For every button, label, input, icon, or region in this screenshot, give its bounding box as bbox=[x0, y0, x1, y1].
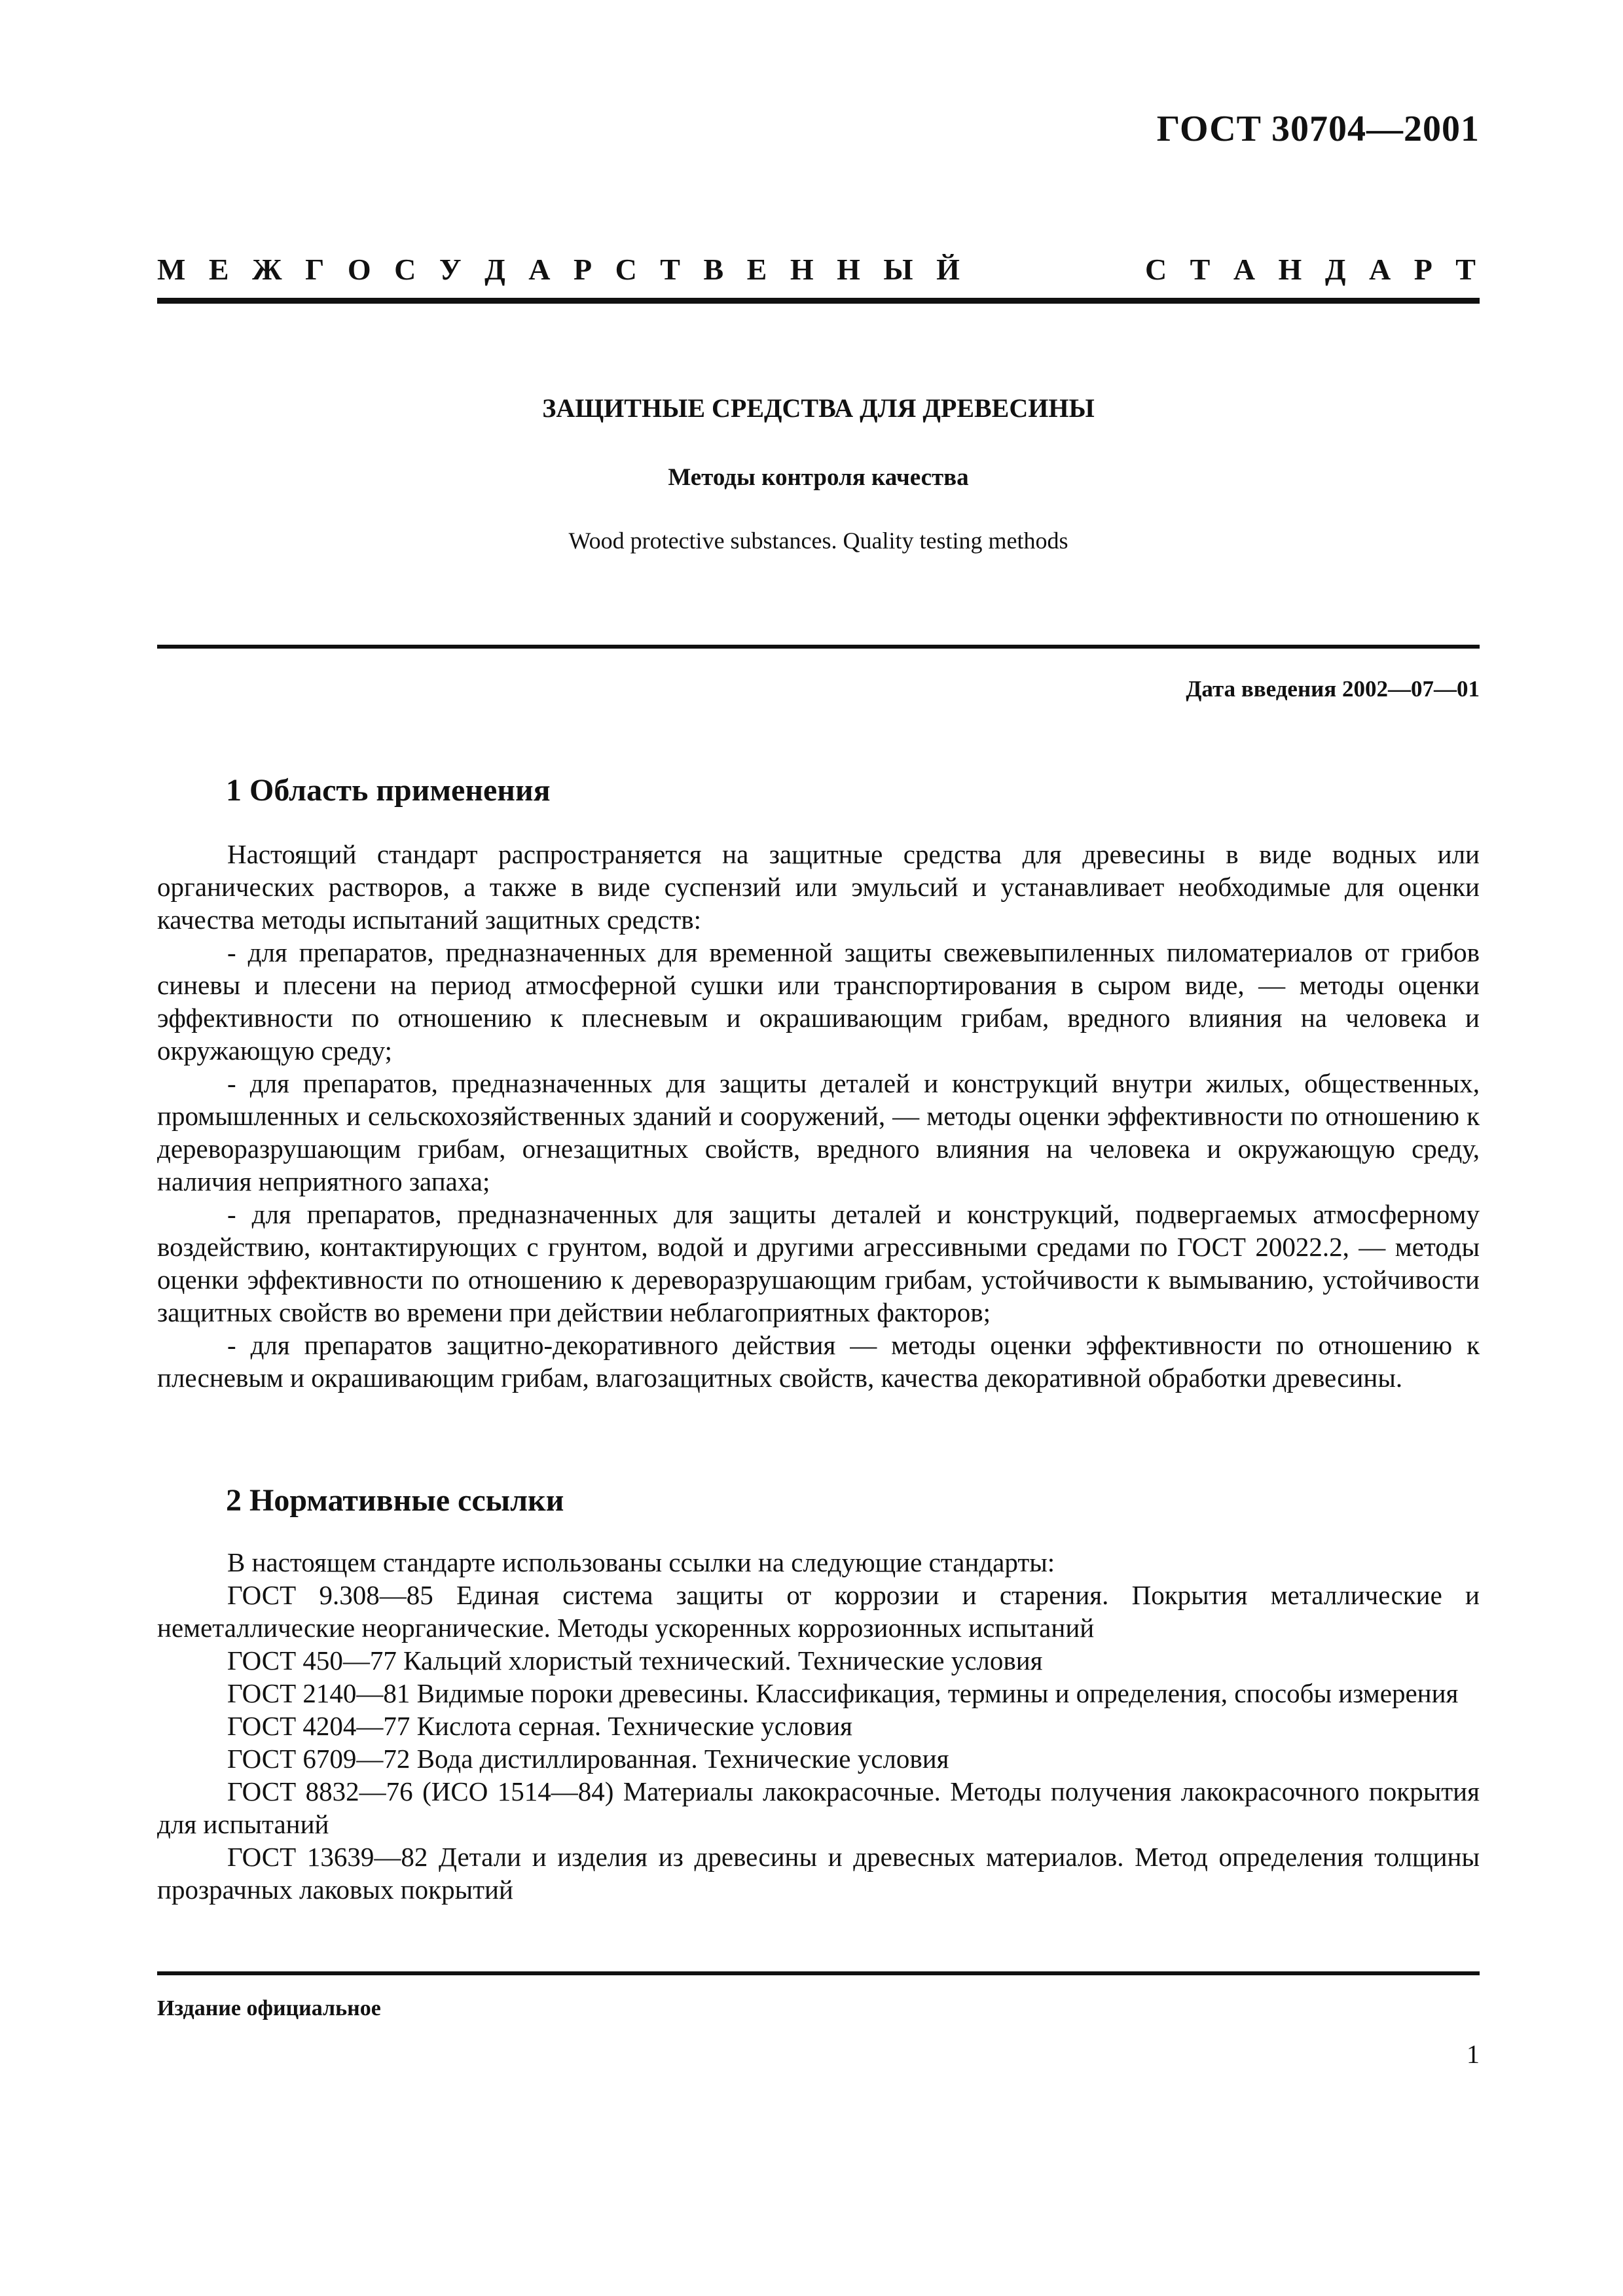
title-divider bbox=[157, 645, 1480, 649]
official-edition-label: Издание официальное bbox=[157, 1996, 381, 2020]
banner-word-standard: С Т А Н Д А Р Т bbox=[1144, 253, 1480, 286]
section-2-heading: 2 Нормативные ссылки bbox=[226, 1483, 564, 1518]
reference-item: ГОСТ 9.308—85 Единая система защиты от коррозии и старения. Покрытия металлические и неметаллические неорганические. Методы ускоренных коррозионных испытаний bbox=[157, 1580, 1480, 1643]
reference-item: ГОСТ 450—77 Кальций хлористый технический. Технические условия bbox=[227, 1645, 1043, 1676]
section-2-paragraph: В настоящем стандарте использованы ссылки на следующие стандарты: bbox=[227, 1547, 1055, 1577]
document-code: ГОСТ 30704—2001 bbox=[1156, 109, 1480, 149]
page-number: 1 bbox=[1467, 2039, 1480, 2069]
section-1-heading: 1 Область применения bbox=[226, 773, 551, 808]
reference-item: ГОСТ 4204—77 Кислота серная. Технические условия bbox=[227, 1711, 853, 1741]
introduction-date: Дата введения 2002—07—01 bbox=[1186, 676, 1480, 702]
reference-item: ГОСТ 8832—76 (ИСО 1514—84) Материалы лакокрасочные. Методы получения лакокрасочного покрытия для испытаний bbox=[157, 1776, 1480, 1839]
section-2-body bbox=[157, 1546, 1480, 1906]
section-1-paragraph: - для препаратов, предназначенных для защиты деталей и конструкций внутри жилых, общественных, промышленных и сельскохозяйственных зданий и сооружений, — методы оценки эффективности по отношению к дереворазрушающим грибам, огнезащитных свойств, вредного влияния на человека и окружающую среду, наличия неприятного запаха; bbox=[157, 1068, 1480, 1196]
section-1-paragraph: - для препаратов, предназначенных для защиты деталей и конструкций, подвергаемых атмосферному воздействию, контактирующих с грунтом, водой и другими агрессивными средами по ГОСТ 20022.2, — методы оценки эффективности по отношению к дереворазрушающим грибам, устойчивости к вымыванию, устойчивости защитных свойств во времени при действии неблагоприятных факторов; bbox=[157, 1199, 1480, 1327]
section-1-paragraph: - для препаратов, предназначенных для временной защиты свежевыпиленных пиломатериалов от грибов синевы и плесени на период атмосферной сушки или транспортирования в сыром виде, — методы оценки эффективности по отношению к плесневым и окрашивающим грибам, вредного влияния на человека и окружающую среду; bbox=[157, 937, 1480, 1066]
section-1-paragraph: - для препаратов защитно-декоративного действия — методы оценки эффективности по отношению к плесневым и окрашивающим грибам, влагозащитных свойств, качества декоративной обработки древесины. bbox=[157, 1330, 1480, 1393]
document-subtitle: Методы контроля качества bbox=[668, 464, 969, 491]
section-1-body bbox=[157, 838, 1480, 1394]
header-divider bbox=[157, 298, 1480, 304]
reference-item: ГОСТ 13639—82 Детали и изделия из древесины и древесных материалов. Метод определения толщины прозрачных лаковых покрытий bbox=[157, 1842, 1480, 1905]
document-page bbox=[157, 0, 1480, 2296]
reference-item: ГОСТ 2140—81 Видимые пороки древесины. Классификация, термины и определения, способы измерения bbox=[227, 1678, 1459, 1708]
reference-item: ГОСТ 6709—72 Вода дистиллированная. Технические условия bbox=[227, 1744, 949, 1774]
banner-word-interstate: М Е Ж Г О С У Д А Р С Т В Е Н Н Ы Й bbox=[157, 253, 964, 286]
document-title-english: Wood protective substances. Quality testing methods bbox=[568, 528, 1068, 554]
footer-divider bbox=[157, 1971, 1480, 1975]
section-1-paragraph: Настоящий стандарт распространяется на защитные средства для древесины в виде водных или органических растворов, а также в виде суспензий или эмульсий и устанавливает необходимые для оценки качества методы испытаний защитных средств: bbox=[157, 839, 1480, 935]
document-title: ЗАЩИТНЫЕ СРЕДСТВА ДЛЯ ДРЕВЕСИНЫ bbox=[542, 393, 1095, 423]
interstate-standard-banner bbox=[157, 252, 1480, 287]
